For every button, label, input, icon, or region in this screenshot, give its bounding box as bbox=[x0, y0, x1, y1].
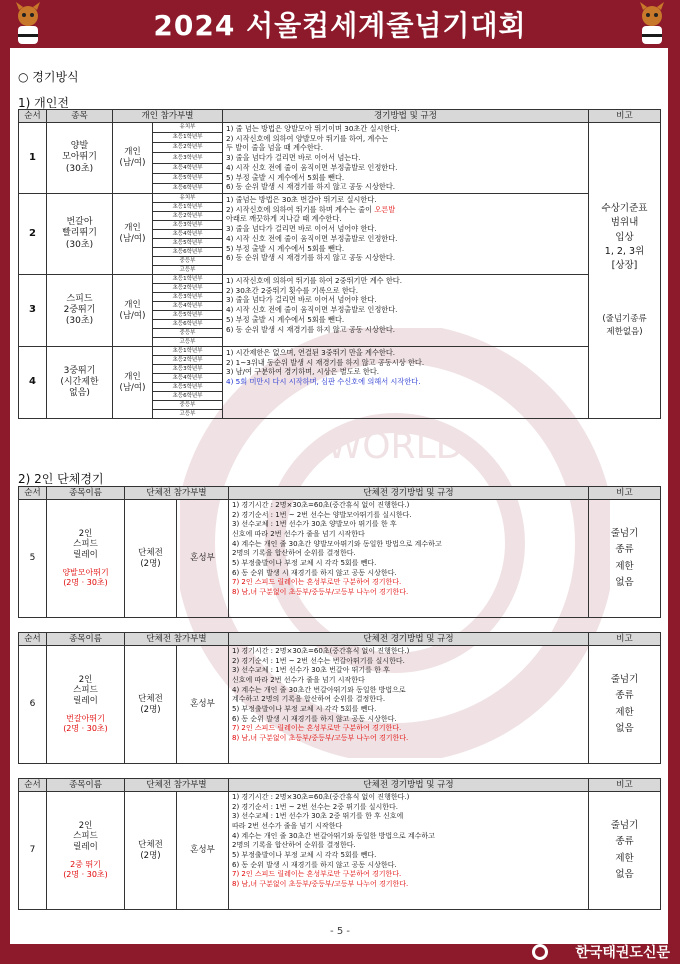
event-name: 2인 스피드 릴레이 bbox=[73, 674, 98, 706]
rule-line: 2) 1~3위내 동순위 발생 시 재경기를 하지 않고 공동시상 한다. bbox=[226, 357, 425, 367]
team-type: 단체전 (2명) bbox=[125, 792, 177, 910]
team-table bbox=[18, 486, 661, 618]
col-header: 순서 bbox=[19, 779, 47, 792]
table-header-row bbox=[19, 487, 661, 500]
rule-line: 6) 동 순위 발생 시 재경기를 하지 않고 공동 시상한다. bbox=[226, 182, 396, 192]
table-header-row bbox=[19, 779, 661, 792]
event-subtype: 2중 뛰기 (2명 · 30초) bbox=[63, 860, 108, 880]
col-header: 단체전 경기방법 및 규정 bbox=[229, 779, 589, 792]
rule-line: 4) 시작 신호 전에 줄이 움직이면 부정출발로 인정한다. bbox=[226, 305, 398, 315]
rule-emphasis: 오른발 bbox=[374, 204, 396, 214]
rule-line: 두 발이 줄을 넘을 때 계수한다. bbox=[226, 143, 324, 153]
division-cell: 초등5학년부 bbox=[153, 311, 223, 320]
team-table bbox=[18, 632, 661, 764]
event-name: 2인 스피드 릴레이 bbox=[73, 528, 98, 560]
col-header: 순서 bbox=[19, 110, 47, 123]
col-header: 단체전 경기방법 및 규정 bbox=[229, 633, 589, 646]
event-name-cell bbox=[47, 646, 125, 764]
col-header: 비고 bbox=[589, 487, 661, 500]
section-title: ○ 경기방식 bbox=[18, 70, 79, 84]
division-cell: 초등4학년부 bbox=[153, 302, 223, 311]
rule-line: 4) 5회 미만시 다시 시작하며, 심판 수신호에 의해서 시작한다. bbox=[226, 377, 421, 387]
table-header-row bbox=[19, 633, 661, 646]
rule-line: 1) 시간제한은 없으며, 연결된 3중뛰기 만을 계수한다. bbox=[226, 348, 396, 358]
team-type: 단체전 (2명) bbox=[125, 646, 177, 764]
division-cell: 초등3학년부 bbox=[153, 293, 223, 302]
participant-type: 개인 (남/여) bbox=[113, 194, 153, 275]
rule-line: 3) 줄을 넘다가 걸리면 바로 이어서 넘어야 한다. bbox=[226, 224, 377, 234]
division-cell: 초등1학년부 bbox=[153, 275, 223, 284]
rule-line: 1) 경기시간 : 2명×30초=60초(중간휴식 없이 진행한다.) bbox=[232, 501, 410, 509]
team-type: 단체전 (2명) bbox=[125, 500, 177, 618]
rule-line: 아래로 깨끗하게 지나갈 때 계수한다. bbox=[226, 214, 342, 224]
rule-line: 7) 2인 스피드 릴레이는 혼성부로만 구분하여 경기한다. bbox=[232, 724, 402, 733]
division-cell: 초등5학년부 bbox=[153, 239, 223, 248]
rules-cell bbox=[229, 500, 589, 618]
division-cell: 초등2학년부 bbox=[153, 284, 223, 293]
remark-award: 수상기준표 범위내 입상 1, 2, 3위 [상장] bbox=[601, 203, 648, 272]
col-header: 비고 bbox=[589, 779, 661, 792]
rule-line: 5) 부정 출발 시 계수에서 5회를 뺀다. bbox=[226, 314, 345, 324]
division-cell: 중등부 bbox=[153, 329, 223, 338]
rule-line: 4) 시작 신호 전에 줄이 움직이면 부정출발로 인정한다. bbox=[226, 233, 398, 243]
rule-line: 1) 줄넘는 방법은 30초 번갈아 뛰기로 실시한다. bbox=[226, 195, 377, 205]
rule-line: 1) 경기시간 : 2명×30초=60초(중간휴식 없이 진행한다.) bbox=[232, 647, 410, 655]
participant-type: 개인 (남/여) bbox=[113, 123, 153, 194]
table-row bbox=[19, 500, 661, 618]
col-header: 비고 bbox=[589, 633, 661, 646]
event-name-cell bbox=[47, 792, 125, 910]
event-name: 3중뛰기 (시간제한 없음) bbox=[47, 347, 113, 419]
division-cell: 초등4학년부 bbox=[153, 230, 223, 239]
row-number: 4 bbox=[19, 347, 47, 419]
individual-heading: 1) 개인전 bbox=[18, 96, 69, 110]
row-number: 1 bbox=[19, 123, 47, 194]
rule-line: 3) 선수교체 : 1번 선수가 30초 2중 뛰기를 한 후 신호에 bbox=[232, 812, 404, 821]
division-cell: 초등1학년부 bbox=[153, 347, 223, 356]
division-cell: 초등3학년부 bbox=[153, 153, 223, 163]
rule-line: 7) 2인 스피드 릴레이는 혼성부로만 구분하여 경기한다. bbox=[232, 578, 402, 587]
rule-line: 4) 계수는 개인 줄 30초간 번갈아뛰기와 동일한 방법으로 bbox=[232, 685, 406, 694]
event-name-cell bbox=[47, 500, 125, 618]
remark-cell: 줄넘기 종류 제한 없음 bbox=[589, 792, 661, 910]
team-division: 혼성부 bbox=[177, 792, 229, 910]
rule-line: 2) 30초간 2중뛰기 횟수를 기록으로 한다. bbox=[226, 285, 359, 295]
rules-cell bbox=[229, 646, 589, 764]
rules-cell bbox=[229, 792, 589, 910]
rule-line: 2) 시작신호에 의하여 양발모아 뛰기를 하여, 계수는 bbox=[226, 133, 389, 143]
rule-line: 6) 동 순위 발생 시 재경기를 하지 않고 공동 시상한다. bbox=[226, 324, 396, 334]
rule-line: 2) 경기순서 : 1번 ~ 2번 선수는 2중 뛰기를 실시한다. bbox=[232, 802, 398, 811]
col-header: 경기방법 및 규정 bbox=[223, 110, 589, 123]
rule-line: 신호에 따라 2번 선수가 줄을 넘기 시작한다 bbox=[232, 529, 365, 538]
division-cell: 유치부 bbox=[153, 194, 223, 203]
col-header: 종목 bbox=[47, 110, 113, 123]
event-name: 스피드 2중뛰기 (30초) bbox=[47, 275, 113, 347]
col-header: 종목이름 bbox=[47, 779, 125, 792]
col-header: 비고 bbox=[589, 110, 661, 123]
rule-line: 8) 남,녀 구분없이 초등부/중등부/고등부 나누어 경기한다. bbox=[232, 879, 409, 888]
header-banner bbox=[0, 0, 680, 48]
rule-line: 6) 동 순위 발생 시 재경기를 하지 않고 공동 시상한다. bbox=[226, 253, 396, 263]
rule-line: 계수하고 2명의 기록을 합산하여 순위를 결정한다. bbox=[232, 695, 386, 704]
division-cell: 초등6학년부 bbox=[153, 392, 223, 401]
rule-line: 5) 부정 출발 시 계수에서 5회를 뺀다. bbox=[226, 243, 345, 253]
division-cell: 고등부 bbox=[153, 266, 223, 275]
col-header: 단체전 참가부별 bbox=[125, 779, 229, 792]
participant-type: 개인 (남/여) bbox=[113, 275, 153, 347]
division-cell: 초등4학년부 bbox=[153, 374, 223, 383]
team-division: 혼성부 bbox=[177, 500, 229, 618]
team-heading: 2) 2인 단체경기 bbox=[18, 472, 104, 486]
event-name: 2인 스피드 릴레이 bbox=[73, 820, 98, 852]
rule-line: 3) 줄을 넘다가 걸리면 바로 이어서 넘는다. bbox=[226, 153, 361, 163]
remark-rope-type: (줄넘기종류 제한없음) bbox=[602, 314, 647, 338]
division-cell: 초등6학년부 bbox=[153, 248, 223, 257]
row-number: 5 bbox=[19, 500, 47, 618]
division-cell: 중등부 bbox=[153, 257, 223, 266]
rules-cell bbox=[223, 194, 589, 275]
remark-cell: 줄넘기 종류 제한 없음 bbox=[589, 500, 661, 618]
division-cell: 초등2학년부 bbox=[153, 212, 223, 221]
division-cell: 초등5학년부 bbox=[153, 383, 223, 392]
remark-cell: 줄넘기 종류 제한 없음 bbox=[589, 646, 661, 764]
division-cell: 초등4학년부 bbox=[153, 163, 223, 173]
table-row bbox=[19, 275, 661, 284]
rule-line: 7) 2인 스피드 릴레이는 혼성부로만 구분하여 경기한다. bbox=[232, 870, 402, 879]
rule-line: 5) 부정출발이나 부정 교체 시 각각 5회를 뺀다. bbox=[232, 558, 377, 567]
individual-table bbox=[18, 109, 661, 419]
rule-line: 신호에 따라 2번 선수가 줄을 넘기 시작한다 bbox=[232, 675, 365, 684]
rule-line: 5) 부정출발이나 부정 교체 시 각각 5회를 뺀다. bbox=[232, 704, 377, 713]
table-row bbox=[19, 646, 661, 764]
row-number: 6 bbox=[19, 646, 47, 764]
row-number: 7 bbox=[19, 792, 47, 910]
col-header: 단체전 참가부별 bbox=[125, 487, 229, 500]
table-row bbox=[19, 123, 661, 133]
rule-line: 6) 동 순위 발생 시 재경기를 하지 않고 공동 시상한다. bbox=[232, 714, 397, 723]
rules-cell bbox=[223, 275, 589, 347]
col-header: 순서 bbox=[19, 633, 47, 646]
table-row bbox=[19, 194, 661, 203]
col-header: 단체전 경기방법 및 규정 bbox=[229, 487, 589, 500]
table-row bbox=[19, 792, 661, 910]
rule-line: 3) 줄을 넘다가 걸리면 바로 이어서 넘어야 한다. bbox=[226, 295, 377, 305]
rule-line: 8) 남,녀 구분없이 초등부/중등부/고등부 나누어 경기한다. bbox=[232, 587, 409, 596]
footer-logo-text: 한국태권도신문 bbox=[575, 945, 670, 961]
rule-line: 5) 부정 출발 시 계수에서 5회를 뺀다. bbox=[226, 172, 345, 182]
watermark-text: WORLD bbox=[326, 426, 464, 467]
col-header: 순서 bbox=[19, 487, 47, 500]
rule-line: 4) 계수는 개인 줄 30초간 양발모아뛰기와 동일한 방법으로 계수하고 bbox=[232, 539, 442, 548]
rule-line: 따라 2번 선수가 줄을 넘기 시작한다 bbox=[232, 821, 343, 830]
col-header: 종목이름 bbox=[47, 487, 125, 500]
rule-line: 1) 시작신호에 의하여 뛰기를 하여 2중뛰기만 계수 한다. bbox=[226, 276, 403, 286]
rule-line: 2명의 기록을 합산하여 순위를 결정한다. bbox=[232, 841, 356, 850]
document-sheet bbox=[10, 48, 668, 944]
division-cell: 중등부 bbox=[153, 401, 223, 410]
rule-line: 4) 계수는 개인 줄 30초간 번갈아뛰기와 동일한 방법으로 계수하고 bbox=[232, 831, 435, 840]
division-cell: 유치부 bbox=[153, 123, 223, 133]
division-cell: 초등6학년부 bbox=[153, 320, 223, 329]
table-header-row bbox=[19, 110, 661, 123]
page-number: - 5 - bbox=[330, 926, 350, 937]
division-cell: 초등5학년부 bbox=[153, 173, 223, 183]
rule-line: 1) 줄 넘는 방법은 양발모아 뛰기이며 30초간 실시한다. bbox=[226, 124, 400, 133]
event-subtype: 양발모아뛰기 (2명 · 30초) bbox=[62, 568, 109, 588]
division-cell: 초등2학년부 bbox=[153, 143, 223, 153]
division-cell: 초등3학년부 bbox=[153, 365, 223, 374]
rule-line: 3) 남/여 구분하여 경기하며, 시상은 별도로 한다. bbox=[226, 367, 380, 377]
col-header: 종목이름 bbox=[47, 633, 125, 646]
event-subtype: 번갈아뛰기 (2명 · 30초) bbox=[63, 714, 108, 734]
rule-line: 6) 동 순위 발생 시 재경기를 하지 않고 공동 시상한다. bbox=[232, 568, 397, 577]
rule-line: 3) 선수교체 : 1번 선수가 30초 양발모아 뛰기를 한 후 bbox=[232, 520, 397, 529]
division-cell: 초등1학년부 bbox=[153, 133, 223, 143]
rule-line: 1) 경기시간 : 2명×30초=60초(중간휴식 없이 진행한다.) bbox=[232, 793, 410, 801]
rule-line: 8) 남,녀 구분없이 초등부/중등부/고등부 나누어 경기한다. bbox=[232, 733, 409, 742]
event-name: 양발 모아뛰기 (30초) bbox=[47, 123, 113, 194]
col-header: 개인 참가부별 bbox=[113, 110, 223, 123]
row-number: 2 bbox=[19, 194, 47, 275]
rule-line: 6) 동 순위 발생 시 재경기를 하지 않고 공동 시상한다. bbox=[232, 860, 397, 869]
rule-line: 2) 경기순서 : 1번 ~ 2번 선수는 번갈아뛰기를 실시한다. bbox=[232, 656, 405, 665]
division-cell: 고등부 bbox=[153, 338, 223, 347]
division-cell: 초등3학년부 bbox=[153, 221, 223, 230]
rule-line: 5) 부정출발이나 부정 교체 시 각각 5회를 뺀다. bbox=[232, 850, 377, 859]
event-name: 번갈아 빨리뛰기 (30초) bbox=[47, 194, 113, 275]
rule-text: 2) 시작신호에 의하여 뛰기를 하며 계수는 줄이 bbox=[226, 204, 375, 214]
division-cell: 초등6학년부 bbox=[153, 183, 223, 193]
table-row bbox=[19, 347, 661, 356]
rule-line: 4) 시작 신호 전에 줄이 움직이면 부정출발로 인정한다. bbox=[226, 162, 398, 172]
mascot-left-icon bbox=[6, 2, 50, 46]
page-title: 2024 서울컵세계줄넘기대회 bbox=[153, 9, 527, 42]
remark-cell bbox=[589, 123, 661, 419]
rule-line: 3) 선수교체 : 1번 선수가 30초 번갈아 뛰기를 한 후 bbox=[232, 666, 390, 675]
rule-line: 2) 경기순서 : 1번 ~ 2번 선수는 양발모아뛰기를 실시한다. bbox=[232, 510, 412, 519]
rule-line: 2명의 기록을 합산하여 순위를 결정한다. bbox=[232, 549, 356, 558]
team-division: 혼성부 bbox=[177, 646, 229, 764]
participant-type: 개인 (남/여) bbox=[113, 347, 153, 419]
rule-line bbox=[226, 205, 585, 215]
footer-logo-icon bbox=[532, 944, 548, 960]
division-cell: 초등1학년부 bbox=[153, 203, 223, 212]
row-number: 3 bbox=[19, 275, 47, 347]
col-header: 단체전 참가부별 bbox=[125, 633, 229, 646]
division-cell: 고등부 bbox=[153, 410, 223, 419]
division-cell: 초등2학년부 bbox=[153, 356, 223, 365]
rules-cell bbox=[223, 123, 589, 194]
rules-cell bbox=[223, 347, 589, 419]
mascot-right-icon bbox=[630, 2, 674, 46]
team-table bbox=[18, 778, 661, 910]
